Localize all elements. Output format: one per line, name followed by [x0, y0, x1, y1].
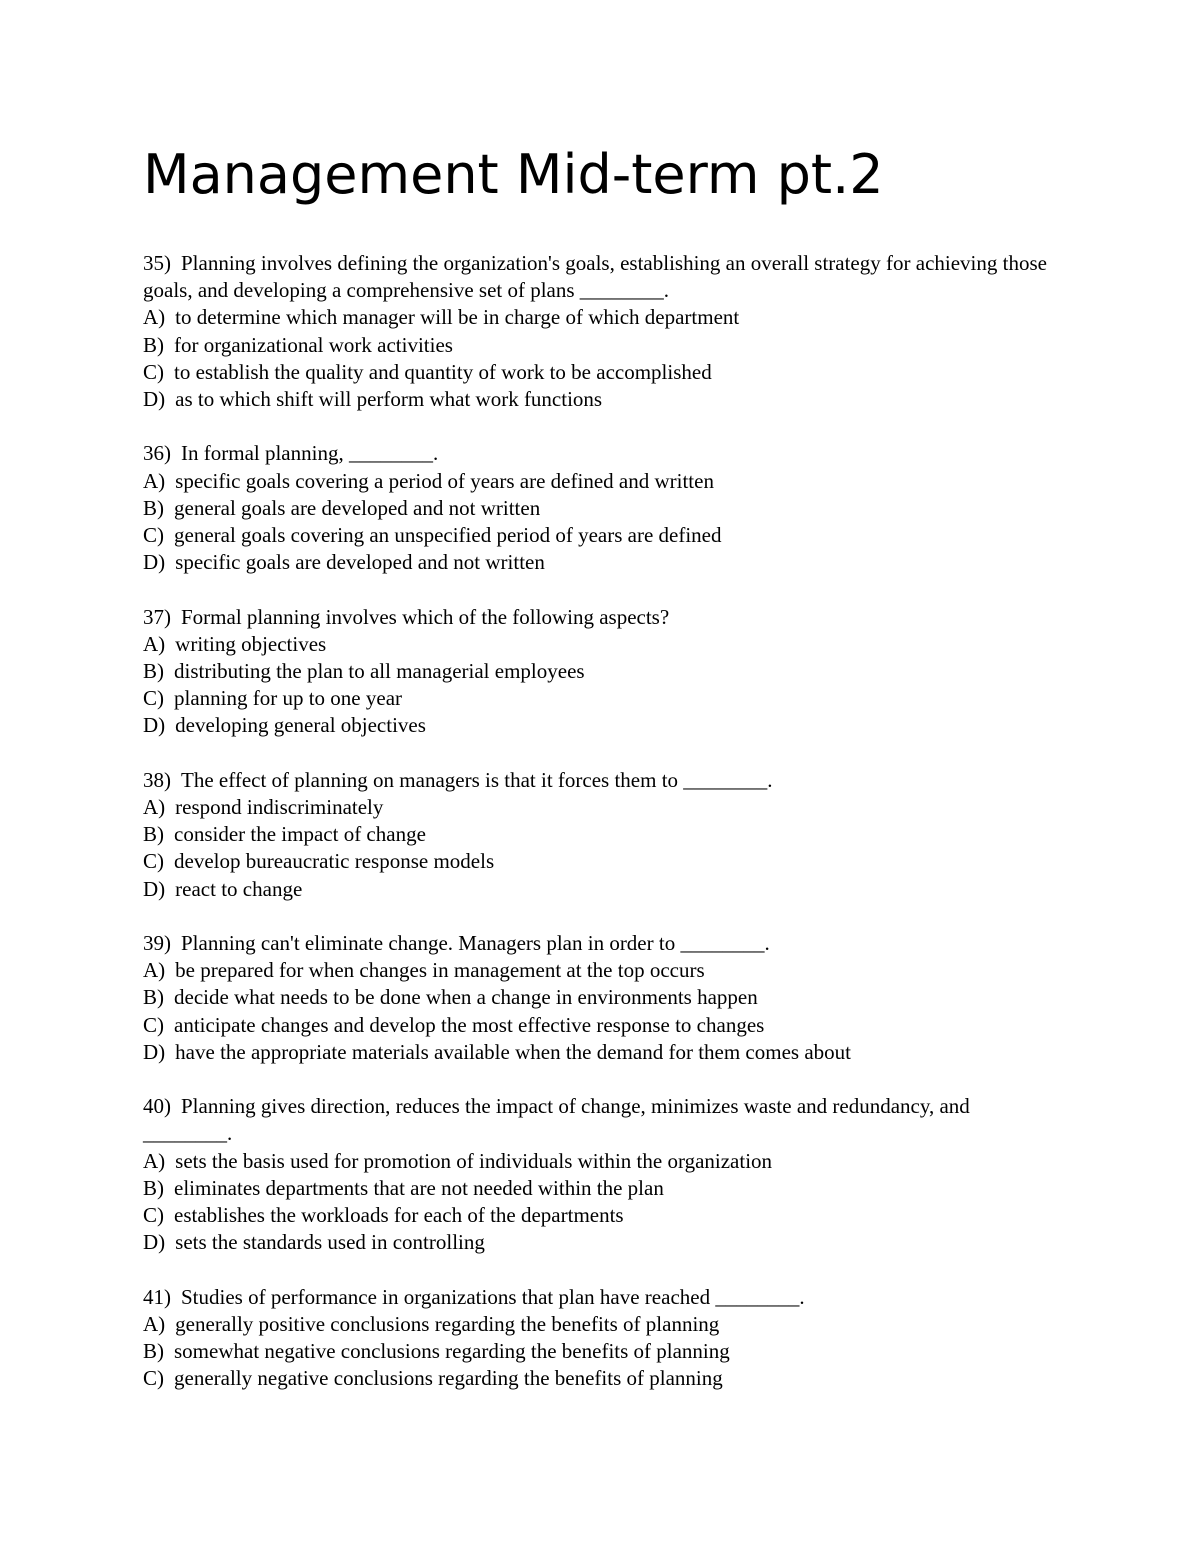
option-letter: D) — [143, 1230, 166, 1255]
answer-option — [143, 386, 1063, 413]
question-text: Planning gives direction, reduces the impact of change, minimizes waste and redundancy, and ________. — [143, 1094, 970, 1146]
option-letter: B) — [143, 1175, 164, 1200]
option-letter: B) — [143, 1339, 164, 1364]
option-letter: B) — [143, 822, 164, 847]
option-text: have the appropriate materials available when the demand for them comes about — [175, 1039, 851, 1064]
option-text: specific goals covering a period of years are defined and written — [175, 468, 714, 493]
option-letter: A) — [143, 631, 166, 656]
question-stem — [143, 930, 1063, 957]
option-letter: C) — [143, 1203, 164, 1228]
option-letter: A) — [143, 468, 166, 493]
option-letter: D) — [143, 876, 166, 901]
question-text: Studies of performance in organizations that plan have reached ________. — [181, 1284, 805, 1309]
option-text: generally negative conclusions regarding the benefits of planning — [174, 1366, 723, 1391]
option-letter: A) — [143, 305, 166, 330]
answer-option — [143, 522, 1063, 549]
option-text: consider the impact of change — [174, 822, 426, 847]
option-text: establishes the workloads for each of the departments — [174, 1203, 624, 1228]
option-letter: D) — [143, 387, 166, 412]
question-list — [143, 250, 1063, 1420]
question-number: 37) — [143, 604, 171, 629]
option-letter: A) — [143, 958, 166, 983]
option-letter: C) — [143, 359, 164, 384]
option-letter: C) — [143, 523, 164, 548]
question-number: 41) — [143, 1284, 171, 1309]
option-text: to establish the quality and quantity of work to be accomplished — [174, 359, 712, 384]
answer-option — [143, 1338, 1063, 1365]
question-number: 35) — [143, 251, 171, 275]
option-text: somewhat negative conclusions regarding the benefits of planning — [174, 1339, 730, 1364]
option-letter: C) — [143, 686, 164, 711]
answer-option — [143, 984, 1063, 1011]
option-letter: B) — [143, 332, 164, 357]
question-number: 40) — [143, 1094, 171, 1119]
answer-option — [143, 468, 1063, 495]
question-text: The effect of planning on managers is that it forces them to ________. — [181, 767, 773, 792]
option-text: as to which shift will perform what work functions — [175, 387, 603, 412]
answer-option — [143, 549, 1063, 576]
option-text: developing general objectives — [175, 713, 426, 738]
question-block — [143, 440, 1063, 576]
answer-option — [143, 957, 1063, 984]
answer-option — [143, 1202, 1063, 1229]
option-letter: D) — [143, 1039, 166, 1064]
option-text: decide what needs to be done when a change in environments happen — [174, 985, 758, 1010]
answer-option — [143, 1229, 1063, 1256]
option-text: general goals covering an unspecified period of years are defined — [174, 523, 722, 548]
answer-option — [143, 1175, 1063, 1202]
answer-option — [143, 1365, 1063, 1392]
question-stem — [143, 604, 1063, 631]
question-block — [143, 930, 1063, 1066]
question-number: 36) — [143, 441, 171, 466]
answer-option — [143, 631, 1063, 658]
option-letter: C) — [143, 1366, 164, 1391]
question-number: 38) — [143, 767, 171, 792]
question-block — [143, 1093, 1063, 1256]
option-letter: A) — [143, 795, 166, 820]
answer-option — [143, 685, 1063, 712]
option-text: respond indiscriminately — [175, 795, 384, 820]
question-stem — [143, 1093, 1063, 1147]
question-number: 39) — [143, 931, 171, 956]
option-text: generally positive conclusions regarding the benefits of planning — [175, 1311, 720, 1336]
option-letter: C) — [143, 849, 164, 874]
option-text: general goals are developed and not written — [174, 495, 541, 520]
option-letter: B) — [143, 495, 164, 520]
page-title: Management Mid-term pt.2 — [143, 143, 884, 206]
question-text: Planning can't eliminate change. Managers plan in order to ________. — [181, 931, 770, 956]
option-letter: A) — [143, 1311, 166, 1336]
question-block — [143, 1284, 1063, 1393]
option-letter: B) — [143, 659, 164, 684]
option-text: sets the standards used in controlling — [175, 1230, 485, 1255]
answer-option — [143, 1311, 1063, 1338]
question-text: Planning involves defining the organization's goals, establishing an overall strategy for achieving those goals, and developing a comprehensive set of plans ________. — [143, 251, 1047, 303]
option-text: develop bureaucratic response models — [174, 849, 495, 874]
answer-option — [143, 304, 1063, 331]
option-letter: C) — [143, 1012, 164, 1037]
answer-option — [143, 1148, 1063, 1175]
answer-option — [143, 495, 1063, 522]
option-letter: A) — [143, 1148, 166, 1173]
option-text: anticipate changes and develop the most effective response to changes — [174, 1012, 765, 1037]
answer-option — [143, 712, 1063, 739]
question-block — [143, 250, 1063, 413]
option-letter: D) — [143, 713, 166, 738]
option-letter: D) — [143, 550, 166, 575]
option-text: specific goals are developed and not written — [175, 550, 545, 575]
question-text: In formal planning, ________. — [181, 441, 439, 466]
answer-option — [143, 848, 1063, 875]
question-stem — [143, 250, 1063, 304]
answer-option — [143, 1039, 1063, 1066]
question-stem — [143, 767, 1063, 794]
option-text: sets the basis used for promotion of individuals within the organization — [175, 1148, 773, 1173]
option-text: be prepared for when changes in management at the top occurs — [175, 958, 705, 983]
answer-option — [143, 1012, 1063, 1039]
option-text: react to change — [175, 876, 303, 901]
answer-option — [143, 821, 1063, 848]
question-block — [143, 767, 1063, 903]
option-text: distributing the plan to all managerial employees — [174, 659, 585, 684]
answer-option — [143, 794, 1063, 821]
option-text: planning for up to one year — [174, 686, 403, 711]
option-text: eliminates departments that are not needed within the plan — [174, 1175, 664, 1200]
option-text: for organizational work activities — [174, 332, 453, 357]
question-text: Formal planning involves which of the following aspects? — [181, 604, 670, 629]
answer-option — [143, 359, 1063, 386]
answer-option — [143, 876, 1063, 903]
answer-option — [143, 332, 1063, 359]
option-text: writing objectives — [175, 631, 327, 656]
answer-option — [143, 658, 1063, 685]
question-block — [143, 604, 1063, 740]
option-letter: B) — [143, 985, 164, 1010]
option-text: to determine which manager will be in charge of which department — [175, 305, 740, 330]
question-stem — [143, 440, 1063, 467]
question-stem — [143, 1284, 1063, 1311]
